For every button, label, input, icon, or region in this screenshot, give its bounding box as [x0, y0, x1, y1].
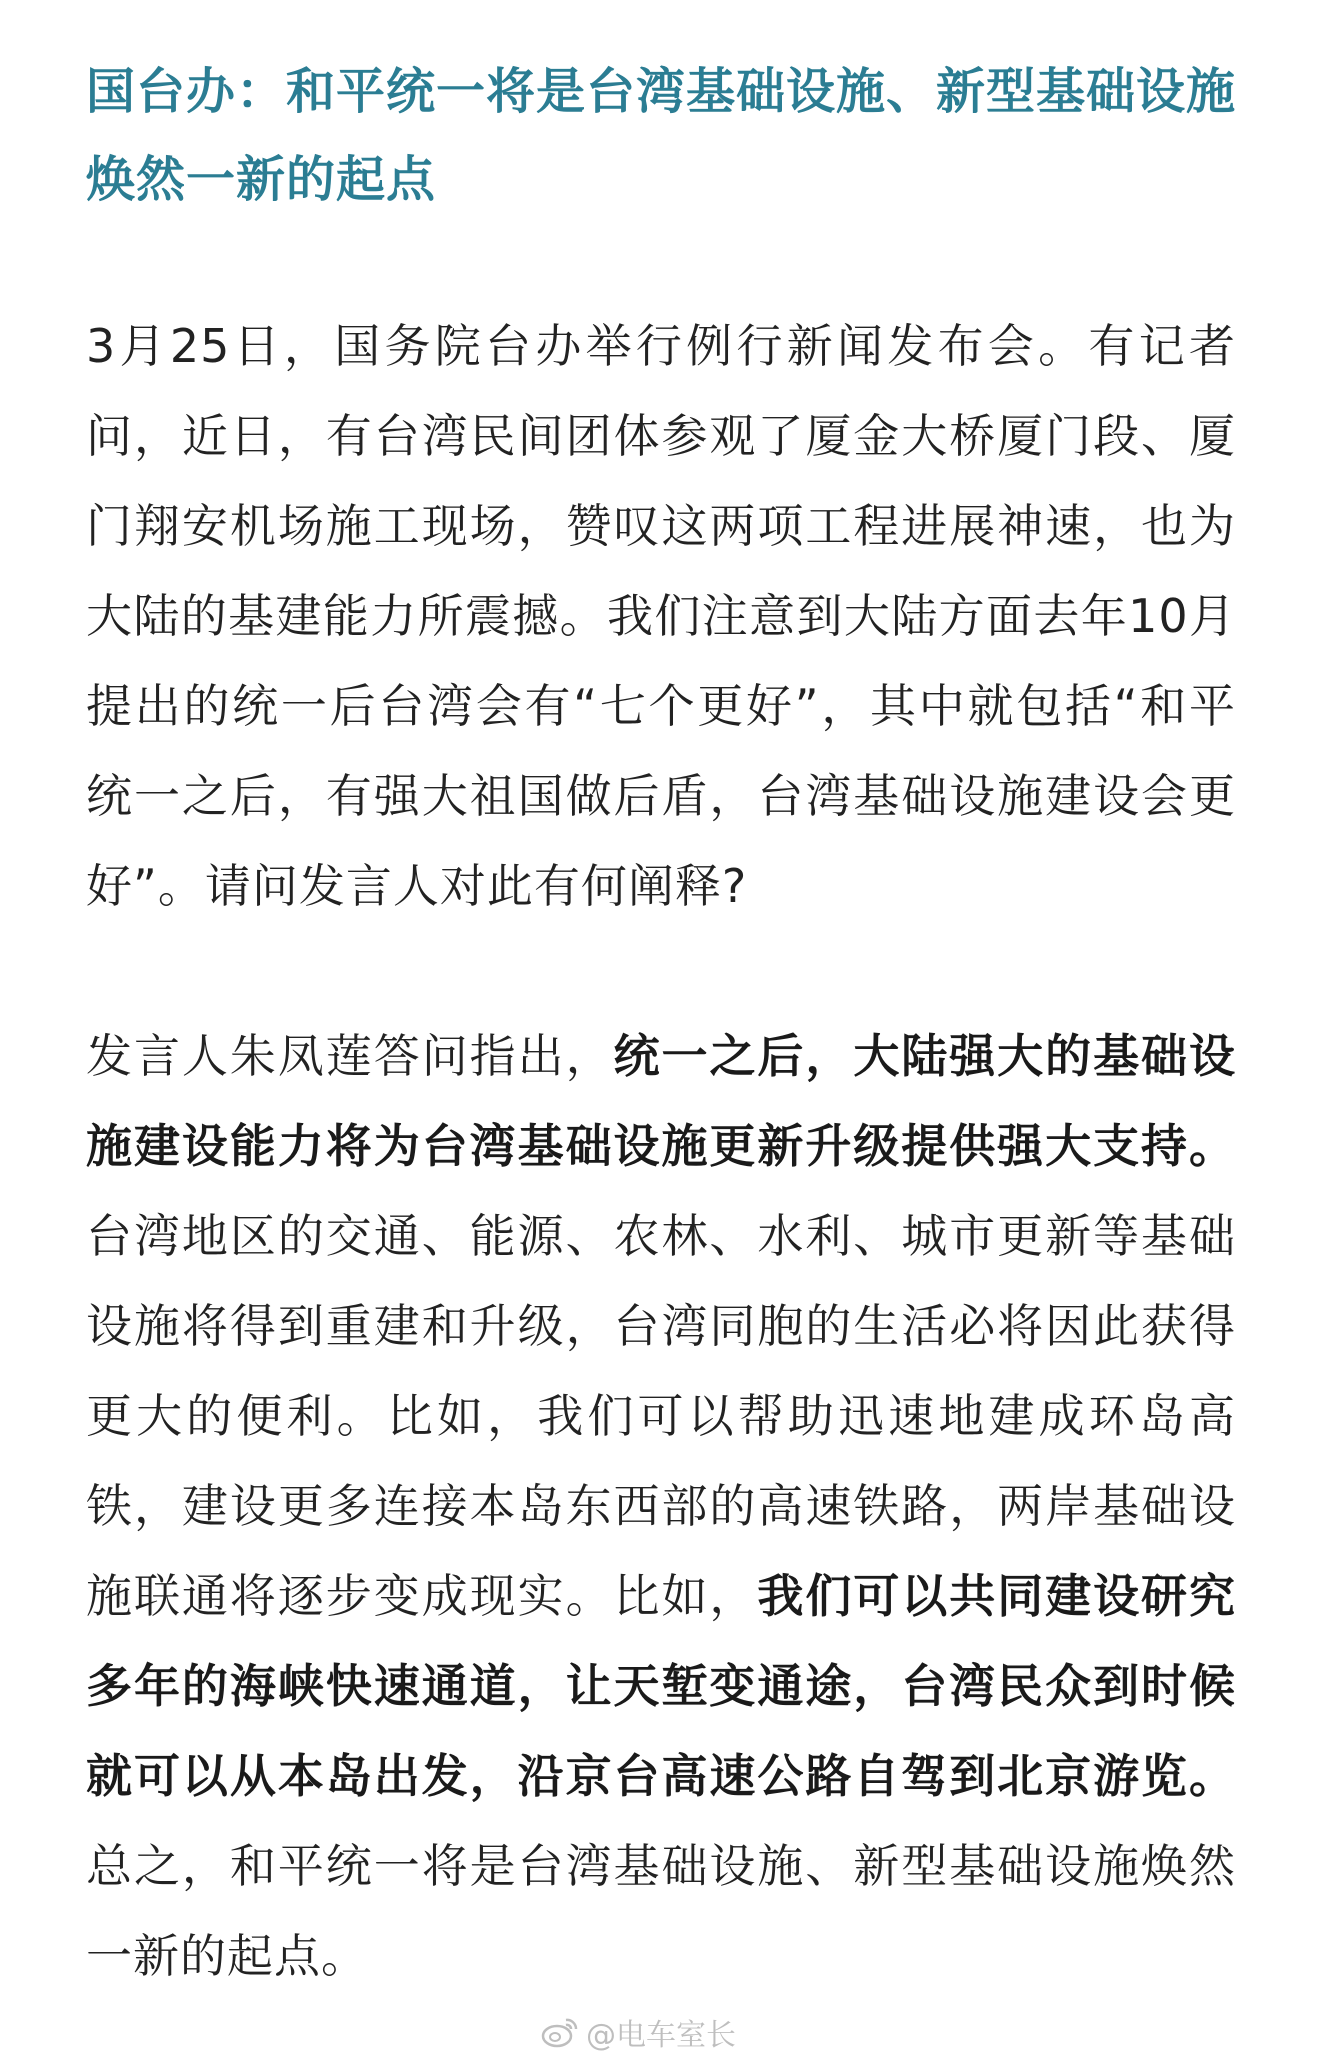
article-paragraph-answer — [86, 1011, 1236, 2001]
answer-bold-example: 我们可以共同建设研究多年的海峡快速通道，让天堑变通途，台湾民众到时候就可以从本岛出发，沿京台高速公路自驾到北京游览。 — [86, 1569, 1237, 1803]
watermark-text: @电车室长 — [586, 2018, 736, 2053]
article-paragraph-question: 3月25日，国务院台办举行例行新闻发布会。有记者问，近日，有台湾民间团体参观了厦金大桥厦门段、厦门翔安机场施工现场，赞叹这两项工程进展神速，也为大陆的基建能力所震撼。我们注意到大陆方面去年10月提出的统一后台湾会有“七个更好”，其中就包括“和平统一之后，有强大祖国做后盾，台湾基础设施建设会更好”。请问发言人对此有何阐释? — [86, 319, 1236, 913]
article-headline: 国台办：和平统一将是台湾基础设施、新型基础设施焕然一新的起点 — [86, 63, 1237, 208]
answer-lead: 发言人朱凤莲答问指出， — [86, 1029, 614, 1083]
answer-body: 台湾地区的交通、能源、农林、水利、城市更新等基础设施将得到重建和升级，台湾同胞的生活必将因此获得更大的便利。比如，我们可以帮助迅速地建成环岛高铁，建设更多连接本岛东西部的高速铁路，两岸基础设施联通将逐步变成现实。比如， — [86, 1209, 1236, 1623]
weibo-logo-icon — [540, 2015, 580, 2049]
answer-conclusion: 总之，和平统一将是台湾基础设施、新型基础设施焕然一新的起点。 — [86, 1839, 1236, 1983]
watermark — [540, 2012, 736, 2052]
answer-bold-statement: 统一之后，大陆强大的基础设施建设能力将为台湾基础设施更新升级提供强大支持。 — [86, 1029, 1237, 1173]
article — [86, 48, 1236, 2001]
